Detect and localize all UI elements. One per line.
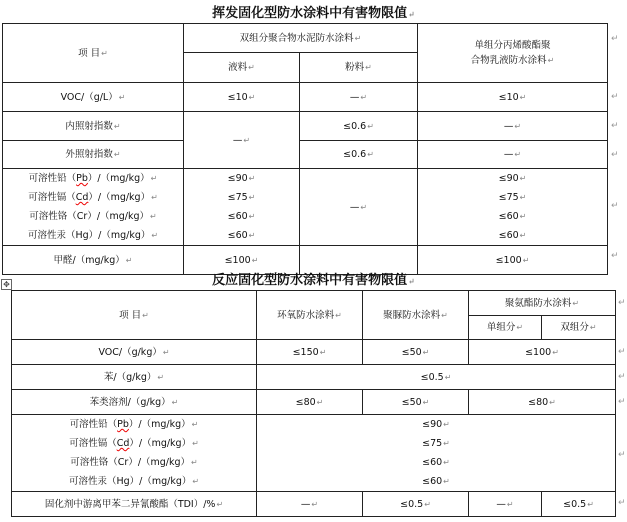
t1-row-formaldehyde: [3, 246, 608, 275]
t1-header-item: 项 目↵: [3, 24, 184, 83]
t1-metal-label-hg: 可溶性汞（Hg）/（mg/kg）↵: [27, 230, 159, 241]
t1-outer-label: 外照射指数↵: [3, 141, 184, 169]
t1-metals-labels: [3, 169, 184, 246]
t2-header-single: 单组分↵: [469, 316, 542, 340]
t1-metals-liquid: ≤90↵ ≤75↵ ≤60↵ ≤60↵: [184, 169, 300, 246]
row-end-mark: ↵: [611, 34, 619, 44]
t2-header-item: 项 目↵: [12, 291, 257, 340]
t1-header-liquid: 液料↵: [184, 53, 300, 83]
t1-inner-label: 内照射指数↵: [3, 112, 184, 141]
table2-title: 反应固化型防水涂料中有害物限值↵: [212, 273, 415, 288]
t1-voc-liquid: ≤10↵: [184, 83, 300, 112]
table1-title: 挥发固化型防水涂料中有害物限值↵: [212, 6, 415, 21]
t1-inner-powder: ≤0.6↵: [300, 112, 418, 141]
t1-row-inner-radiation: [3, 112, 608, 141]
t2-voc-polyurea: ≤50↵: [363, 340, 469, 365]
t2-bsolv-epoxy: ≤80↵: [257, 390, 363, 415]
t2-row-metals: [12, 415, 616, 492]
t2-voc-label: VOC/（g/kg）↵: [12, 340, 257, 365]
t2-metals-labels: [12, 415, 257, 492]
t1-metal-label-cd: 可溶性镉（Cd）/（mg/kg）↵: [28, 192, 158, 203]
t1-voc-single: ≤10↵: [418, 83, 608, 112]
row-end-mark: ↵: [618, 450, 626, 460]
t2-bsolv-pu: ≤80↵: [469, 390, 616, 415]
t2-metal-label-hg: 可溶性汞（Hg）/（mg/kg）↵: [68, 476, 200, 487]
t1-row-voc: [3, 83, 608, 112]
table-move-handle-icon[interactable]: ✥: [1, 279, 12, 290]
t2-benzene-label: 苯/（g/kg）↵: [12, 365, 257, 390]
row-end-mark: ↵: [611, 121, 619, 131]
row-end-mark: ↵: [618, 372, 626, 382]
t1-row-outer-radiation: [3, 141, 608, 169]
t1-hcho-liquid: ≤100↵: [184, 246, 300, 275]
t2-tdi-single: —↵: [469, 492, 542, 517]
t2-metal-label-cd: 可溶性镉（Cd）/（mg/kg）↵: [69, 438, 199, 449]
t2-tdi-double: ≤0.5↵: [542, 492, 616, 517]
row-end-mark: ↵: [611, 201, 619, 211]
t1-hcho-single: ≤100↵: [418, 246, 608, 275]
t1-hcho-label: 甲醛/（mg/kg）↵: [3, 246, 184, 275]
t2-header-pu: 聚氨酯防水涂料↵: [469, 291, 616, 316]
t2-bsolv-label: 苯类溶剂/（g/kg）↵: [12, 390, 257, 415]
t1-header-powder: 粉料↵: [300, 53, 418, 83]
t2-bsolv-polyurea: ≤50↵: [363, 390, 469, 415]
t1-inner-single: —↵: [418, 112, 608, 141]
t2-metal-label-pb: 可溶性铅（Pb）/（mg/kg）↵: [69, 419, 199, 430]
t2-benzene-value: ≤0.5↵: [257, 365, 616, 390]
row-end-mark: ↵: [611, 150, 619, 160]
t1-radiation-liquid: —↵: [184, 112, 300, 169]
t1-outer-single: —↵: [418, 141, 608, 169]
t2-voc-epoxy: ≤150↵: [257, 340, 363, 365]
row-end-mark: ↵: [618, 397, 626, 407]
row-end-mark: ↵: [618, 498, 626, 508]
row-end-mark: ↵: [618, 298, 626, 308]
t2-tdi-label: 固化剂中游离甲苯二异氰酸酯（TDI）/%↵: [12, 492, 257, 517]
row-end-mark: ↵: [611, 251, 619, 261]
t1-voc-powder: —↵: [300, 83, 418, 112]
t2-row-benzene-solvents: [12, 390, 616, 415]
t1-header-two-component: 双组分聚合物水泥防水涂料↵: [184, 24, 418, 53]
t2-metal-label-cr: 可溶性铬（Cr）/（mg/kg）↵: [70, 457, 198, 468]
row-end-mark: ↵: [611, 92, 619, 102]
t1-metal-label-pb: 可溶性铅（Pb）/（mg/kg）↵: [28, 173, 158, 184]
t1-metals-single: ≤90↵ ≤75↵ ≤60↵ ≤60↵: [418, 169, 608, 246]
t2-header-double: 双组分↵: [542, 316, 616, 340]
t2-voc-pu: ≤100↵: [469, 340, 616, 365]
t2-tdi-polyurea: ≤0.5↵: [363, 492, 469, 517]
t1-hcho-powder: [300, 246, 418, 275]
t2-header-polyurea: 聚脲防水涂料↵: [363, 291, 469, 340]
t2-row-voc: [12, 340, 616, 365]
table2: [11, 290, 616, 517]
t1-outer-powder: ≤0.6↵: [300, 141, 418, 169]
t2-metals-values: ≤90↵ ≤75↵ ≤60↵ ≤60↵: [257, 415, 616, 492]
t2-tdi-epoxy: —↵: [257, 492, 363, 517]
t1-header-single-component: 单组分丙烯酸酯聚 合物乳液防水涂料↵: [418, 24, 608, 83]
row-end-mark: ↵: [618, 347, 626, 357]
t2-row-benzene: [12, 365, 616, 390]
t1-row-metals: [3, 169, 608, 246]
t1-voc-label: VOC/（g/L）↵: [3, 83, 184, 112]
table1: [2, 23, 608, 275]
t1-metals-powder: —↵: [300, 169, 418, 246]
t2-header-epoxy: 环氧防水涂料↵: [257, 291, 363, 340]
t1-metal-label-cr: 可溶性铬（Cr）/（mg/kg）↵: [29, 211, 157, 222]
t2-row-tdi: [12, 492, 616, 517]
